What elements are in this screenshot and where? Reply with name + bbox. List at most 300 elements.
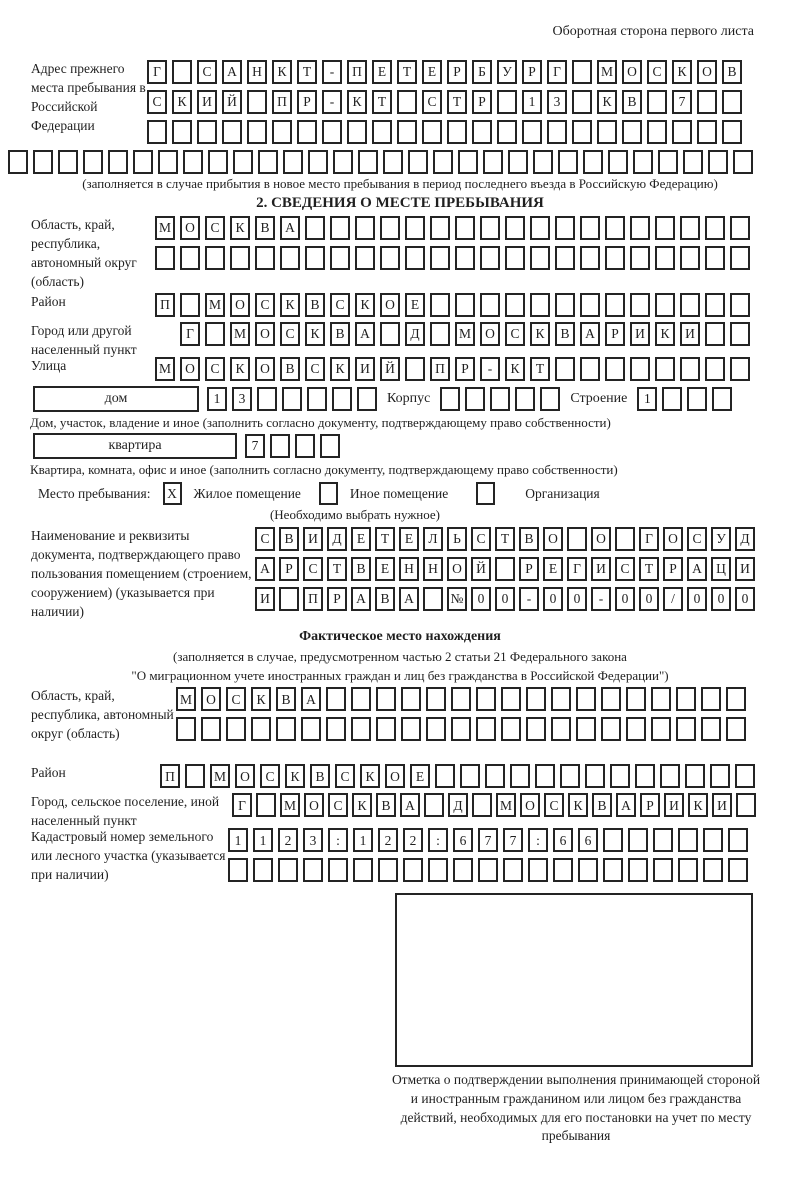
form-cell[interactable] (551, 687, 571, 711)
form-cell[interactable]: - (591, 587, 611, 611)
form-cell[interactable] (58, 150, 78, 174)
form-cell[interactable] (676, 687, 696, 711)
form-cell[interactable]: Й (380, 357, 400, 381)
form-cell[interactable] (685, 764, 705, 788)
form-cell[interactable]: П (430, 357, 450, 381)
form-cell[interactable]: А (255, 557, 275, 581)
form-cell[interactable]: Р (605, 322, 625, 346)
form-cell[interactable]: № (447, 587, 467, 611)
form-cell[interactable]: Й (222, 90, 242, 114)
form-cell[interactable] (730, 293, 750, 317)
form-cell[interactable] (480, 216, 500, 240)
form-cell[interactable]: А (687, 557, 707, 581)
form-cell[interactable] (230, 246, 250, 270)
form-cell[interactable]: 6 (453, 828, 473, 852)
form-cell[interactable] (197, 120, 217, 144)
form-cell[interactable] (535, 764, 555, 788)
form-cell[interactable]: Н (399, 557, 419, 581)
form-cell[interactable] (687, 387, 707, 411)
form-cell[interactable] (730, 216, 750, 240)
form-cell[interactable] (680, 293, 700, 317)
form-cell[interactable] (485, 764, 505, 788)
form-cell[interactable]: У (497, 60, 517, 84)
form-cell[interactable]: - (322, 90, 342, 114)
form-cell[interactable]: 3 (232, 387, 252, 411)
form-cell[interactable]: С (205, 357, 225, 381)
form-cell[interactable] (630, 357, 650, 381)
form-cell[interactable]: Н (247, 60, 267, 84)
form-cell[interactable] (403, 858, 423, 882)
form-cell[interactable]: Р (327, 587, 347, 611)
form-cell[interactable]: Ц (711, 557, 731, 581)
form-cell[interactable] (505, 246, 525, 270)
form-cell[interactable] (626, 717, 646, 741)
form-cell[interactable] (8, 150, 28, 174)
form-cell[interactable]: 0 (495, 587, 515, 611)
form-cell[interactable] (705, 322, 725, 346)
form-cell[interactable] (172, 60, 192, 84)
form-cell[interactable] (655, 216, 675, 240)
form-cell[interactable]: 1 (228, 828, 248, 852)
form-cell[interactable] (305, 246, 325, 270)
form-cell[interactable] (308, 150, 328, 174)
form-cell[interactable] (708, 150, 728, 174)
form-cell[interactable]: - (480, 357, 500, 381)
form-cell[interactable]: К (355, 293, 375, 317)
form-cell[interactable] (176, 717, 196, 741)
form-cell[interactable]: Е (405, 293, 425, 317)
form-cell[interactable]: С (687, 527, 707, 551)
form-cell[interactable]: С (303, 557, 323, 581)
form-cell[interactable] (555, 293, 575, 317)
form-cell[interactable] (630, 293, 650, 317)
form-cell[interactable]: О (591, 527, 611, 551)
form-cell[interactable]: Е (543, 557, 563, 581)
form-cell[interactable]: А (400, 793, 420, 817)
form-cell[interactable]: В (622, 90, 642, 114)
form-cell[interactable]: В (280, 357, 300, 381)
form-cell[interactable]: / (663, 587, 683, 611)
form-cell[interactable]: 7 (503, 828, 523, 852)
form-cell[interactable] (430, 293, 450, 317)
form-cell[interactable] (705, 216, 725, 240)
form-cell[interactable] (515, 387, 535, 411)
form-cell[interactable]: В (592, 793, 612, 817)
form-cell[interactable] (733, 150, 753, 174)
form-cell[interactable]: Е (399, 527, 419, 551)
form-cell[interactable] (572, 120, 592, 144)
form-cell[interactable]: 0 (567, 587, 587, 611)
form-cell[interactable] (530, 246, 550, 270)
form-cell[interactable] (476, 687, 496, 711)
form-cell[interactable] (615, 527, 635, 551)
form-cell[interactable] (276, 717, 296, 741)
form-cell[interactable]: К (230, 216, 250, 240)
form-cell[interactable] (703, 828, 723, 852)
form-cell[interactable] (430, 246, 450, 270)
form-cell[interactable] (630, 216, 650, 240)
form-cell[interactable] (405, 357, 425, 381)
form-cell[interactable] (465, 387, 485, 411)
form-cell[interactable]: А (351, 587, 371, 611)
form-cell[interactable] (428, 858, 448, 882)
form-cell[interactable]: И (255, 587, 275, 611)
form-cell[interactable]: 7 (672, 90, 692, 114)
form-cell[interactable]: М (496, 793, 516, 817)
form-cell[interactable] (540, 387, 560, 411)
form-cell[interactable] (326, 717, 346, 741)
form-cell[interactable] (580, 293, 600, 317)
form-cell[interactable]: В (376, 793, 396, 817)
form-cell[interactable]: Т (375, 527, 395, 551)
form-cell[interactable] (530, 293, 550, 317)
form-cell[interactable] (455, 216, 475, 240)
form-cell[interactable]: Г (639, 527, 659, 551)
form-cell[interactable] (205, 246, 225, 270)
form-cell[interactable]: Е (422, 60, 442, 84)
form-cell[interactable] (530, 216, 550, 240)
form-cell[interactable]: О (235, 764, 255, 788)
form-cell[interactable] (567, 527, 587, 551)
form-cell[interactable] (726, 717, 746, 741)
form-cell[interactable] (533, 150, 553, 174)
form-cell[interactable]: 1 (353, 828, 373, 852)
form-cell[interactable] (701, 717, 721, 741)
form-cell[interactable] (351, 717, 371, 741)
form-cell[interactable] (440, 387, 460, 411)
form-cell[interactable] (572, 90, 592, 114)
form-cell[interactable] (305, 216, 325, 240)
form-cell[interactable]: Т (495, 527, 515, 551)
form-cell[interactable]: С (305, 357, 325, 381)
form-cell[interactable]: К (505, 357, 525, 381)
form-cell[interactable] (347, 120, 367, 144)
form-cell[interactable] (283, 150, 303, 174)
form-cell[interactable] (655, 293, 675, 317)
form-cell[interactable] (226, 717, 246, 741)
form-cell[interactable]: А (399, 587, 419, 611)
form-cell[interactable] (180, 293, 200, 317)
form-cell[interactable] (628, 828, 648, 852)
form-cell[interactable]: А (301, 687, 321, 711)
form-cell[interactable] (603, 828, 623, 852)
form-cell[interactable] (383, 150, 403, 174)
form-cell[interactable]: И (680, 322, 700, 346)
form-cell[interactable] (355, 216, 375, 240)
form-cell[interactable]: О (380, 293, 400, 317)
form-cell[interactable] (376, 687, 396, 711)
form-cell[interactable] (662, 387, 682, 411)
form-cell[interactable] (430, 216, 450, 240)
form-cell[interactable] (282, 387, 302, 411)
form-cell[interactable] (647, 120, 667, 144)
form-cell[interactable]: М (155, 216, 175, 240)
form-cell[interactable] (401, 687, 421, 711)
form-cell[interactable]: Р (519, 557, 539, 581)
form-cell[interactable] (397, 90, 417, 114)
form-cell[interactable] (483, 150, 503, 174)
form-cell[interactable]: - (519, 587, 539, 611)
form-cell[interactable] (423, 587, 443, 611)
form-cell[interactable]: С (647, 60, 667, 84)
form-cell[interactable] (705, 357, 725, 381)
form-cell[interactable] (180, 246, 200, 270)
form-cell[interactable] (320, 434, 340, 458)
form-cell[interactable]: И (664, 793, 684, 817)
form-cell[interactable] (401, 717, 421, 741)
form-cell[interactable] (279, 587, 299, 611)
form-cell[interactable] (330, 216, 350, 240)
form-cell[interactable]: Р (663, 557, 683, 581)
form-cell[interactable]: О (255, 357, 275, 381)
form-cell[interactable] (472, 793, 492, 817)
form-cell[interactable]: И (735, 557, 755, 581)
form-cell[interactable]: Т (327, 557, 347, 581)
form-cell[interactable] (380, 246, 400, 270)
form-cell[interactable]: В (722, 60, 742, 84)
form-cell[interactable] (597, 120, 617, 144)
form-cell[interactable] (653, 858, 673, 882)
form-cell[interactable] (355, 246, 375, 270)
form-cell[interactable]: К (655, 322, 675, 346)
form-cell[interactable]: С (505, 322, 525, 346)
form-cell[interactable] (424, 793, 444, 817)
form-cell[interactable]: Т (397, 60, 417, 84)
form-cell[interactable] (730, 322, 750, 346)
form-cell[interactable]: М (210, 764, 230, 788)
form-cell[interactable]: Р (447, 60, 467, 84)
form-cell[interactable]: В (276, 687, 296, 711)
form-cell[interactable] (651, 687, 671, 711)
form-cell[interactable] (158, 150, 178, 174)
form-cell[interactable]: И (355, 357, 375, 381)
form-cell[interactable] (722, 90, 742, 114)
form-cell[interactable] (147, 120, 167, 144)
form-cell[interactable]: С (471, 527, 491, 551)
form-cell[interactable] (430, 322, 450, 346)
form-cell[interactable]: С (422, 90, 442, 114)
form-cell[interactable]: В (555, 322, 575, 346)
form-cell[interactable] (322, 120, 342, 144)
form-cell[interactable] (655, 246, 675, 270)
form-cell[interactable] (555, 246, 575, 270)
form-cell[interactable] (676, 717, 696, 741)
form-cell[interactable]: К (360, 764, 380, 788)
form-cell[interactable] (478, 858, 498, 882)
form-cell[interactable] (526, 717, 546, 741)
form-cell[interactable] (576, 687, 596, 711)
form-cell[interactable]: К (251, 687, 271, 711)
form-cell[interactable] (326, 687, 346, 711)
form-cell[interactable] (705, 293, 725, 317)
form-cell[interactable] (333, 150, 353, 174)
form-cell[interactable] (256, 793, 276, 817)
form-cell[interactable] (83, 150, 103, 174)
form-cell[interactable]: О (622, 60, 642, 84)
form-cell[interactable] (247, 120, 267, 144)
form-cell[interactable]: Е (410, 764, 430, 788)
form-cell[interactable] (728, 858, 748, 882)
form-cell[interactable] (626, 687, 646, 711)
form-cell[interactable] (680, 246, 700, 270)
form-cell[interactable]: М (597, 60, 617, 84)
form-cell[interactable]: Е (372, 60, 392, 84)
form-cell[interactable] (422, 120, 442, 144)
form-cell[interactable]: С (260, 764, 280, 788)
form-cell[interactable]: О (447, 557, 467, 581)
form-cell[interactable]: О (180, 216, 200, 240)
form-cell[interactable] (108, 150, 128, 174)
form-cell[interactable] (301, 717, 321, 741)
form-cell[interactable] (435, 764, 455, 788)
form-cell[interactable]: О (520, 793, 540, 817)
checkbox-organization[interactable] (476, 482, 495, 505)
form-cell[interactable] (458, 150, 478, 174)
form-cell[interactable]: А (580, 322, 600, 346)
form-cell[interactable] (330, 246, 350, 270)
form-cell[interactable] (505, 216, 525, 240)
form-cell[interactable]: Д (448, 793, 468, 817)
form-cell[interactable]: Д (327, 527, 347, 551)
form-cell[interactable]: К (347, 90, 367, 114)
form-cell[interactable] (455, 293, 475, 317)
form-cell[interactable] (683, 150, 703, 174)
form-cell[interactable]: 1 (253, 828, 273, 852)
form-cell[interactable] (680, 216, 700, 240)
form-cell[interactable]: О (697, 60, 717, 84)
form-cell[interactable] (270, 434, 290, 458)
form-cell[interactable] (433, 150, 453, 174)
form-cell[interactable] (480, 293, 500, 317)
form-cell[interactable] (278, 858, 298, 882)
form-cell[interactable]: В (351, 557, 371, 581)
form-cell[interactable]: 1 (207, 387, 227, 411)
form-cell[interactable] (397, 120, 417, 144)
form-cell[interactable] (280, 246, 300, 270)
form-cell[interactable] (635, 764, 655, 788)
form-cell[interactable] (460, 764, 480, 788)
form-cell[interactable]: И (197, 90, 217, 114)
form-cell[interactable] (522, 120, 542, 144)
form-cell[interactable] (472, 120, 492, 144)
form-cell[interactable]: В (255, 216, 275, 240)
form-cell[interactable] (628, 858, 648, 882)
form-cell[interactable]: К (530, 322, 550, 346)
form-cell[interactable] (205, 322, 225, 346)
form-cell[interactable]: К (688, 793, 708, 817)
form-cell[interactable] (726, 687, 746, 711)
form-cell[interactable] (710, 764, 730, 788)
form-cell[interactable] (328, 858, 348, 882)
form-cell[interactable] (233, 150, 253, 174)
form-cell[interactable] (208, 150, 228, 174)
form-cell[interactable] (408, 150, 428, 174)
form-cell[interactable]: В (519, 527, 539, 551)
form-cell[interactable]: С (280, 322, 300, 346)
form-cell[interactable]: Б (472, 60, 492, 84)
form-cell[interactable]: Г (147, 60, 167, 84)
form-cell[interactable] (497, 120, 517, 144)
form-cell[interactable] (480, 246, 500, 270)
form-cell[interactable] (728, 828, 748, 852)
form-cell[interactable] (658, 150, 678, 174)
checkbox-residential[interactable]: X (163, 482, 182, 505)
form-cell[interactable] (353, 858, 373, 882)
form-cell[interactable] (357, 387, 377, 411)
form-cell[interactable] (735, 764, 755, 788)
form-cell[interactable]: Г (547, 60, 567, 84)
form-cell[interactable]: Р (522, 60, 542, 84)
form-cell[interactable]: К (305, 322, 325, 346)
form-cell[interactable]: С (197, 60, 217, 84)
form-cell[interactable] (510, 764, 530, 788)
form-cell[interactable]: С (255, 527, 275, 551)
form-cell[interactable]: О (230, 293, 250, 317)
form-cell[interactable] (528, 858, 548, 882)
form-cell[interactable]: П (347, 60, 367, 84)
form-cell[interactable]: О (201, 687, 221, 711)
form-cell[interactable] (447, 120, 467, 144)
form-cell[interactable]: К (330, 357, 350, 381)
form-cell[interactable]: К (172, 90, 192, 114)
form-cell[interactable] (601, 687, 621, 711)
form-cell[interactable] (351, 687, 371, 711)
form-cell[interactable]: 7 (245, 434, 265, 458)
form-cell[interactable]: М (280, 793, 300, 817)
form-cell[interactable] (605, 357, 625, 381)
form-cell[interactable]: 1 (637, 387, 657, 411)
form-cell[interactable]: А (222, 60, 242, 84)
form-cell[interactable]: К (230, 357, 250, 381)
checkbox-other-premises[interactable] (319, 482, 338, 505)
form-cell[interactable]: Д (735, 527, 755, 551)
form-cell[interactable] (185, 764, 205, 788)
form-cell[interactable]: 6 (578, 828, 598, 852)
form-cell[interactable] (655, 357, 675, 381)
form-cell[interactable]: Т (447, 90, 467, 114)
form-cell[interactable] (578, 858, 598, 882)
form-cell[interactable]: С (205, 216, 225, 240)
form-cell[interactable] (183, 150, 203, 174)
form-cell[interactable]: 6 (553, 828, 573, 852)
form-cell[interactable] (558, 150, 578, 174)
form-cell[interactable]: С (330, 293, 350, 317)
form-cell[interactable]: А (355, 322, 375, 346)
form-cell[interactable] (251, 717, 271, 741)
form-cell[interactable]: 0 (543, 587, 563, 611)
form-cell[interactable] (501, 687, 521, 711)
form-cell[interactable] (508, 150, 528, 174)
form-cell[interactable]: 0 (639, 587, 659, 611)
form-cell[interactable]: И (630, 322, 650, 346)
form-cell[interactable] (247, 90, 267, 114)
form-cell[interactable] (633, 150, 653, 174)
form-cell[interactable] (653, 828, 673, 852)
form-cell[interactable]: Т (639, 557, 659, 581)
form-cell[interactable] (253, 858, 273, 882)
form-cell[interactable]: Р (472, 90, 492, 114)
form-cell[interactable] (712, 387, 732, 411)
form-cell[interactable] (736, 793, 756, 817)
form-cell[interactable] (705, 246, 725, 270)
form-cell[interactable] (380, 216, 400, 240)
form-cell[interactable]: П (303, 587, 323, 611)
form-cell[interactable]: В (310, 764, 330, 788)
form-cell[interactable]: О (385, 764, 405, 788)
form-cell[interactable]: 7 (478, 828, 498, 852)
form-cell[interactable]: Ь (447, 527, 467, 551)
form-cell[interactable]: О (304, 793, 324, 817)
